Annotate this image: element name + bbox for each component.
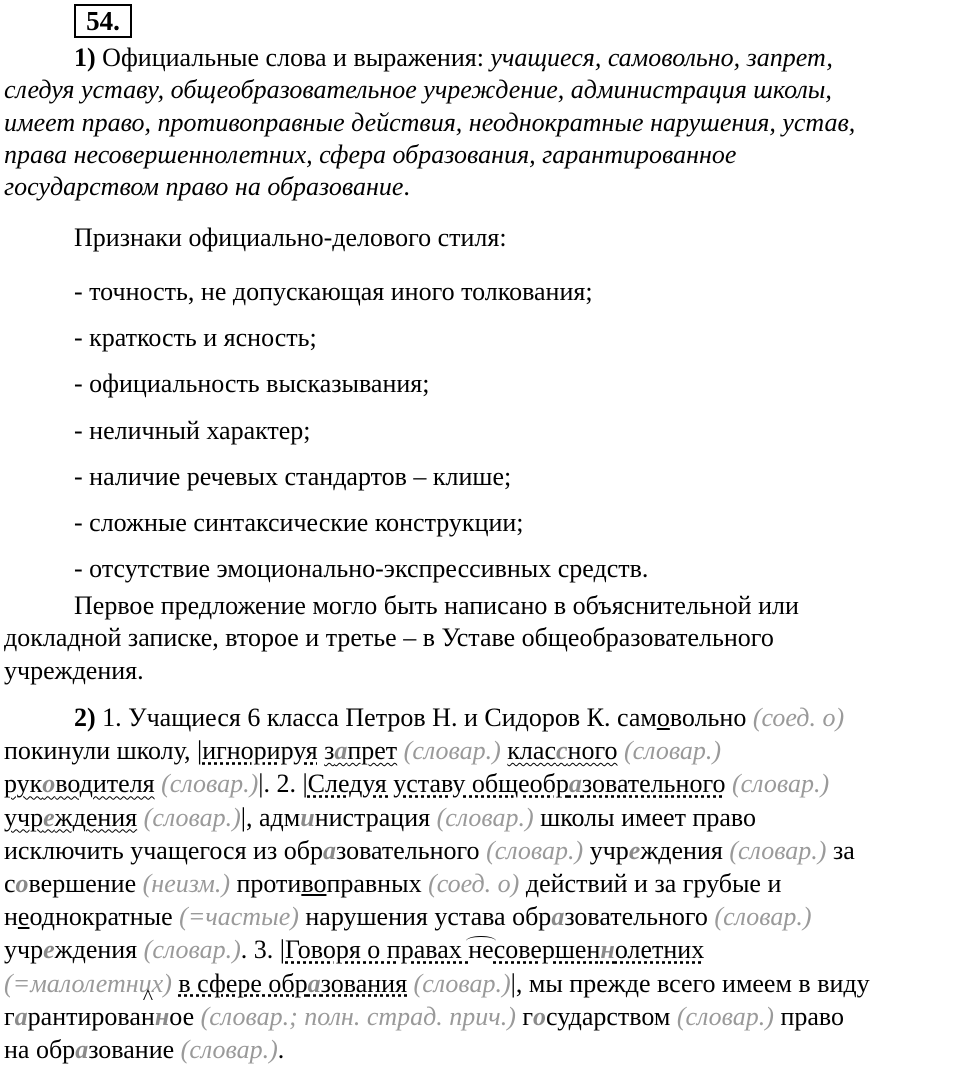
- part1-label: 1): [74, 43, 96, 72]
- terms-line-4: права несовершеннолетних, сфера образования, гарантированное: [4, 139, 737, 169]
- feature-item: - краткость и ясность;: [74, 323, 317, 353]
- conclusion-line-3: учреждения.: [4, 655, 144, 685]
- feature-item: - отсутствие эмоционально-экспрессивных средств.: [74, 554, 649, 584]
- exercise-number: 54.: [74, 4, 132, 38]
- features-title: Признаки официально-делового стиля:: [74, 223, 507, 252]
- part2-label: 2): [74, 703, 96, 732]
- terms-line-5: государством право на образование: [4, 172, 404, 202]
- part1-lead: Официальные слова и выражения:: [102, 43, 484, 72]
- feature-item: - наличие речевых стандартов – клише;: [74, 461, 512, 491]
- part2-annotated-text: 2) 1. Учащиеся 6 класса Петров Н. и Сидоров К. самовольно (соед. о) покинули школу, |игнорируя запрет (словар.) классного (словар.) руководителя (словар.)|. 2. |Следуя уставу общеобразовательного (словар.) учреждения (словар.)|, администрация (словар.) школы имеет право исключить учащегося из образовательного (словар.) учреждения (словар.) за совершение (неизм.) противоправных (соед. о) действий и за грубые и неоднократные (=частые) нарушения устава образовательного (словар.) учреждения (словар.). 3. |Говоря о правах несовершеннолетних (=малолетних) в сфере образования (словар.)|, мы прежде всего имеем в виду гарантирова^ нное (словар.; полн. страд. прич.) государством (словар.) право на образование (словар.).: [4, 701, 956, 1066]
- feature-item: - точность, не допускающая иного толкования;: [74, 277, 593, 306]
- conclusion-line-1: Первое предложение могло быть написано в объяснительной или: [74, 591, 799, 620]
- terms-line-3: имеет право, противоправные действия, неоднократные нарушения, устав,: [4, 107, 856, 137]
- terms-line-1: учащиеся, самовольно, запрет,: [490, 43, 833, 72]
- feature-item: - неличный характер;: [74, 415, 311, 445]
- terms-line-2: следуя уставу, общеобразовательное учреждение, администрация школы,: [4, 75, 832, 105]
- feature-item: - официальность высказывания;: [74, 369, 430, 399]
- conclusion-paragraph: [4, 590, 956, 687]
- feature-item: - сложные синтаксические конструкции;: [74, 508, 524, 537]
- conclusion-line-2: докладной записке, второе и третье – в Уставе общеобразовательного: [4, 623, 774, 653]
- part1-official-words: 1) Официальные слова и выражения: учащиеся, самовольно, запрет, следуя уставу, общеобразовательное учреждение, администрация школы, имеет право, противоправные действия, неоднократные нарушения, устав, права несовершеннолетних, сфера образования, гарантированное государством право на образование.: [4, 42, 956, 203]
